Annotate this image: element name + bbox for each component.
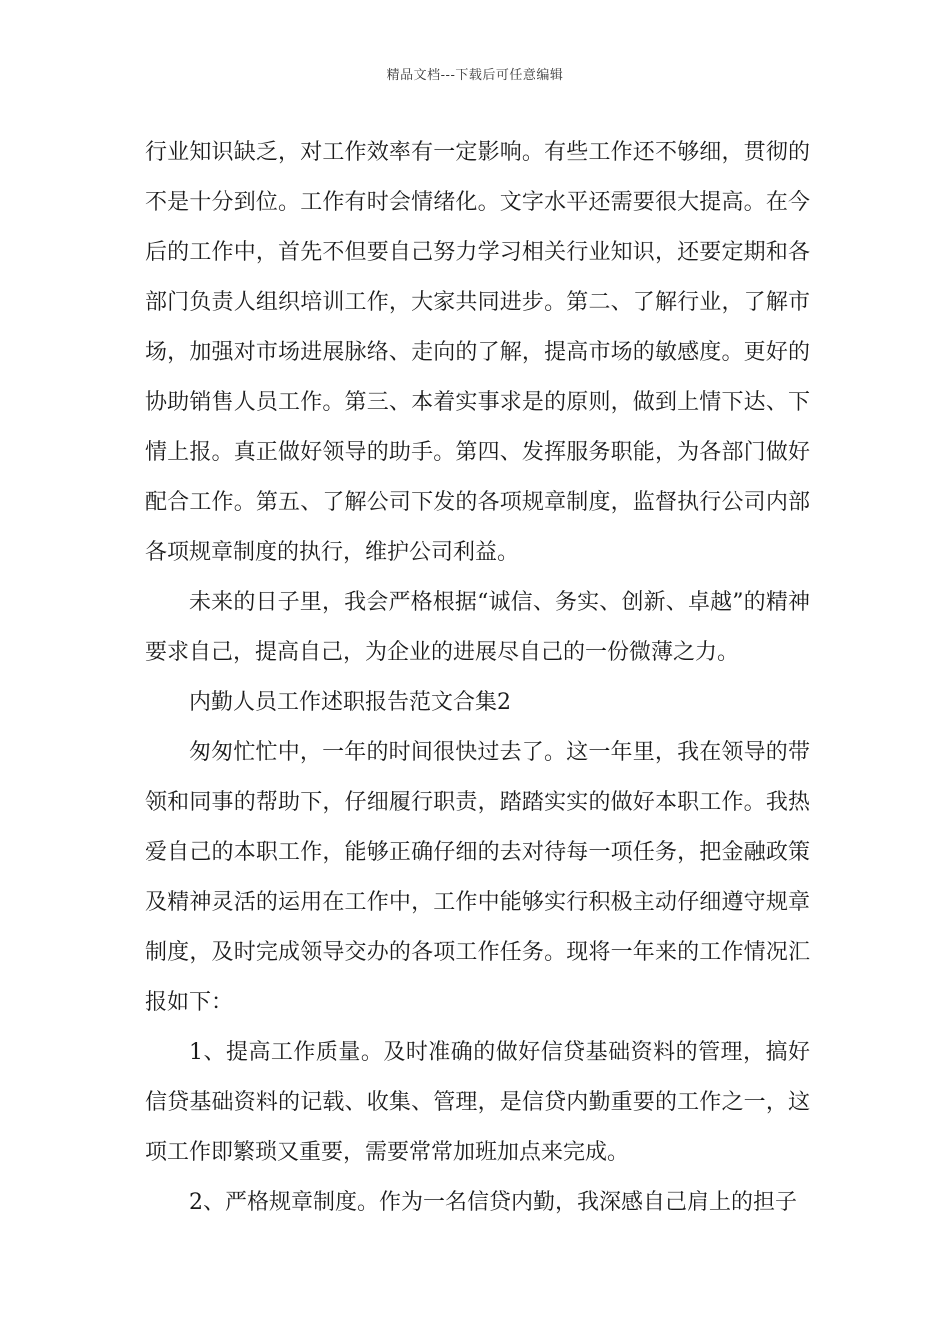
document-body [145,128,810,1228]
page-header: 精品文档---下载后可任意编辑 [386,68,564,83]
section-heading: 内勤人员工作述职报告范文合集2 [189,690,511,715]
paragraph-3: 匆匆忙忙中，一年的时间很快过去了。这一年里，我在领导的带领和同事的帮助下，仔细履行职责，踏踏实实的做好本职工作。我热爱自己的本职工作，能够正确仔细的去对待每一项任务，把金融政策及精神灵活的运用在工作中，工作中能够实行积极主动仔细遵守规章制度，及时完成领导交办的各项工作任务。现将一年来的工作情况汇报如下： [145,740,810,1015]
paragraph-5: 2、严格规章制度。作为一名信贷内勤，我深感自己肩上的担子 [189,1190,797,1215]
paragraph-1: 行业知识缺乏，对工作效率有一定影响。有些工作还不够细，贯彻的不是十分到位。工作有时会情绪化。文字水平还需要很大提高。在今后的工作中，首先不但要自己努力学习相关行业知识，还要定期和各部门负责人组织培训工作，大家共同进步。第二、了解行业，了解市场，加强对市场进展脉络、走向的了解，提高市场的敏感度。更好的协助销售人员工作。第三、本着实事求是的原则，做到上情下达、下情上报。真正做好领导的助手。第四、发挥服务职能，为各部门做好配合工作。第五、了解公司下发的各项规章制度，监督执行公司内部各项规章制度的执行，维护公司利益。 [145,140,810,565]
paragraph-4: 1、提高工作质量。及时准确的做好信贷基础资料的管理，搞好信贷基础资料的记载、收集、管理，是信贷内勤重要的工作之一，这项工作即繁琐又重要，需要常常加班加点来完成。 [145,1040,810,1165]
paragraph-2: 未来的日子里，我会严格根据“诚信、务实、创新、卓越”的精神要求自己，提高自己，为企业的进展尽自己的一份微薄之力。 [145,590,810,665]
